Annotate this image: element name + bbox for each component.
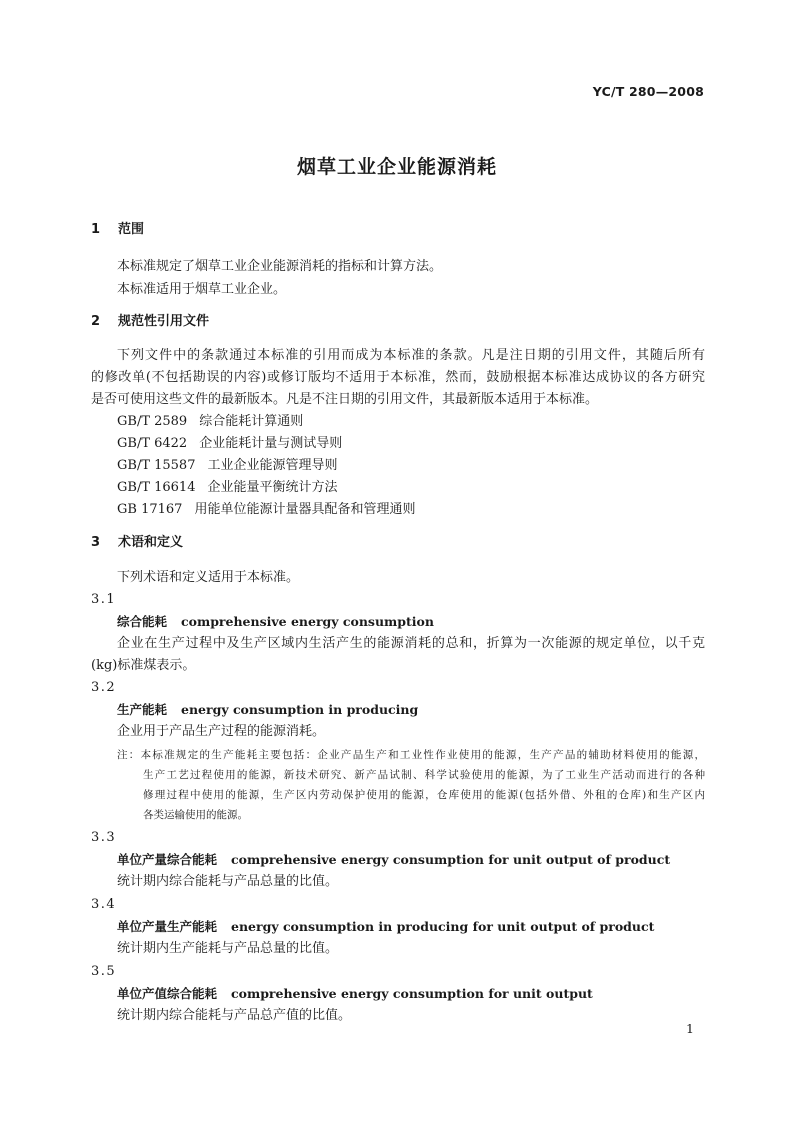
definition-line: 统计期内综合能耗与产品总产值的比值。 bbox=[117, 1008, 352, 1023]
section-references bbox=[91, 312, 705, 520]
paragraph: 下列术语和定义适用于本标准。 bbox=[117, 570, 300, 585]
term-number: 3.2 bbox=[91, 680, 117, 695]
definition-line: 统计期内生产能耗与产品总量的比值。 bbox=[117, 941, 339, 956]
document-code: YC/T 280—2008 bbox=[592, 84, 704, 99]
document-title: 烟草工业企业能源消耗 bbox=[296, 156, 497, 178]
term-heading bbox=[91, 612, 705, 632]
term-name-en: energy consumption in producing bbox=[181, 702, 419, 717]
definition-line: 统计期内综合能耗与产品总量的比值。 bbox=[117, 874, 339, 889]
term-name-zh: 综合能耗 bbox=[117, 614, 168, 629]
term-name-en: comprehensive energy consumption for unit output of product bbox=[231, 852, 671, 867]
page-number: 1 bbox=[686, 1021, 694, 1036]
reference-item bbox=[91, 500, 705, 520]
section-title: 规范性引用文件 bbox=[118, 314, 210, 329]
definition-line: 企业用于产品生产过程的能源消耗。 bbox=[117, 724, 326, 739]
reference-code: GB/T 15587 bbox=[117, 458, 196, 473]
term-name-zh: 生产能耗 bbox=[117, 702, 168, 717]
term-name-en: comprehensive energy consumption for unit output bbox=[231, 986, 593, 1001]
reference-code: GB/T 16614 bbox=[117, 480, 196, 495]
term-heading bbox=[91, 850, 705, 870]
definition-line: 企业在生产过程中及生产区域内生活产生的能源消耗的总和，折算为一次能源的规定单位，以千克 bbox=[117, 636, 705, 651]
section-heading bbox=[91, 312, 705, 332]
reference-title: 综合能耗计算通则 bbox=[199, 414, 304, 429]
section-title: 术语和定义 bbox=[118, 535, 184, 550]
term-name-en: comprehensive energy consumption bbox=[181, 614, 434, 629]
section-heading bbox=[91, 533, 705, 553]
section-terms bbox=[91, 533, 705, 1026]
term-name-en: energy consumption in producing for unit output of product bbox=[231, 919, 655, 934]
section-number: 1 bbox=[91, 222, 101, 237]
paragraph-line: 下列文件中的条款通过本标准的引用而成为本标准的条款。凡是注日期的引用文件，其随后所有 bbox=[117, 348, 705, 363]
reference-item bbox=[91, 434, 705, 454]
note-line: 各类运输使用的能源。 bbox=[143, 809, 248, 821]
reference-item bbox=[91, 412, 705, 432]
reference-title: 用能单位能源计量器具配备和管理通则 bbox=[194, 502, 416, 517]
reference-code: GB/T 6422 bbox=[117, 436, 188, 451]
reference-code: GB 17167 bbox=[117, 502, 183, 517]
section-heading bbox=[91, 220, 705, 240]
paragraph-line: 是否可使用这些文件的最新版本。凡是不注日期的引用文件，其最新版本适用于本标准。 bbox=[91, 392, 599, 407]
reference-item bbox=[91, 478, 705, 498]
reference-title: 企业能耗计量与测试导则 bbox=[199, 436, 343, 451]
reference-item bbox=[91, 456, 705, 476]
reference-title: 企业能量平衡统计方法 bbox=[207, 480, 338, 495]
note-line: 生产工艺过程使用的能源，新技术研究、新产品试制、科学试验使用的能源，为了工业生产活动而进行的各种 bbox=[143, 769, 705, 781]
reference-code: GB/T 2589 bbox=[117, 414, 188, 429]
note-line: 注：本标准规定的生产能耗主要包括：企业产品生产和工业性作业使用的能源，生产产品的辅助材料使用的能源， bbox=[117, 749, 705, 761]
section-number: 2 bbox=[91, 314, 101, 329]
section-number: 3 bbox=[91, 535, 101, 550]
paragraph: 本标准适用于烟草工业企业。 bbox=[117, 282, 287, 297]
section-scope bbox=[91, 220, 705, 300]
term-name-zh: 单位产量综合能耗 bbox=[117, 852, 218, 867]
note-line: 修理过程中使用的能源，生产区内劳动保护使用的能源，仓库使用的能源(包括外借、外租的仓库)和生产区内 bbox=[143, 789, 705, 801]
term-name-zh: 单位产量生产能耗 bbox=[117, 919, 218, 934]
term-number: 3.5 bbox=[91, 964, 117, 979]
paragraph: 本标准规定了烟草工业企业能源消耗的指标和计算方法。 bbox=[117, 259, 443, 274]
term-heading bbox=[91, 700, 705, 720]
paragraph-line: 的修改单(不包括勘误的内容)或修订版均不适用于本标准，然而，鼓励根据本标准达成协议的各方研究 bbox=[91, 370, 705, 385]
term-number: 3.3 bbox=[91, 830, 117, 845]
term-heading bbox=[91, 984, 705, 1004]
term-number: 3.4 bbox=[91, 897, 117, 912]
section-title: 范围 bbox=[118, 222, 145, 237]
term-number: 3.1 bbox=[91, 592, 117, 607]
term-name-zh: 单位产值综合能耗 bbox=[117, 986, 218, 1001]
definition-line: (kg)标准煤表示。 bbox=[91, 658, 196, 673]
reference-title: 工业企业能源管理导则 bbox=[207, 458, 338, 473]
term-heading bbox=[91, 917, 705, 937]
